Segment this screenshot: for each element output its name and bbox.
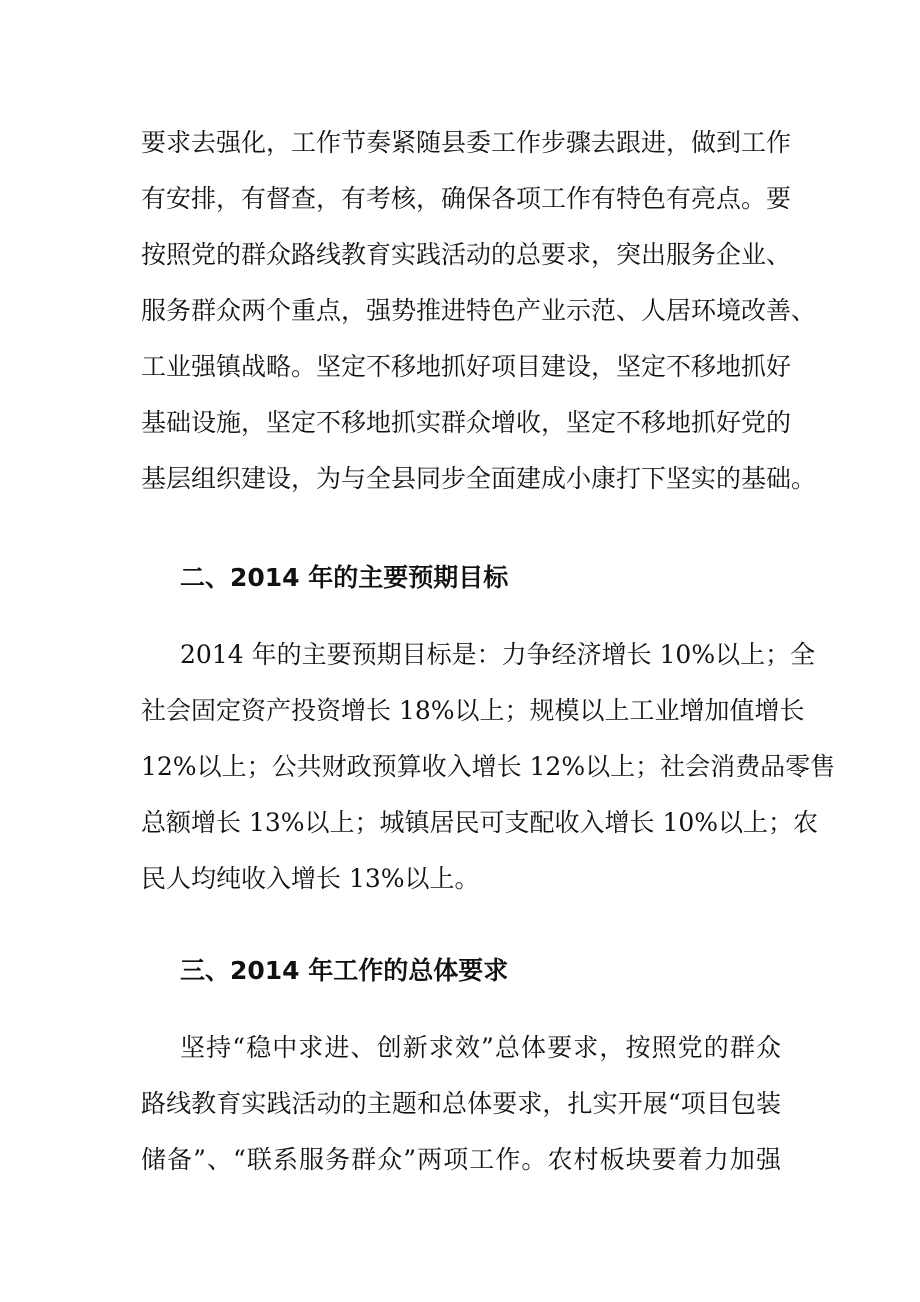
paragraph-line: 要求去强化，工作节奏紧随县委工作步骤去跟进，做到工作	[141, 128, 792, 157]
paragraph-line: 基础设施，坚定不移地抓实群众增收，坚定不移地抓好党的	[141, 408, 792, 437]
paragraph-line: 总额增长 13%以上；城镇居民可支配收入增长 10%以上；农	[141, 808, 819, 837]
paragraph-line: 服务群众两个重点，强势推进特色产业示范、人居环境改善、	[141, 296, 817, 325]
paragraph-line: 储备”、“联系服务群众”两项工作。农村板块要着力加强	[141, 1145, 781, 1174]
paragraph-line: 2014 年的主要预期目标是：力争经济增长 10%以上；全	[180, 640, 816, 669]
section-heading: 二、2014 年的主要预期目标	[180, 563, 509, 592]
paragraph-line: 坚持“稳中求进、创新求效”总体要求，按照党的群众	[180, 1033, 781, 1062]
paragraph-line: 按照党的群众路线教育实践活动的总要求，突出服务企业、	[141, 240, 792, 269]
paragraph-line: 工业强镇战略。坚定不移地抓好项目建设，坚定不移地抓好	[141, 352, 792, 381]
paragraph-line: 社会固定资产投资增长 18%以上；规模以上工业增加值增长	[141, 696, 805, 725]
paragraph-line: 路线教育实践活动的主题和总体要求，扎实开展“项目包装	[141, 1089, 781, 1118]
section-heading: 三、2014 年工作的总体要求	[180, 956, 509, 985]
paragraph-line: 民人均纯收入增长 13%以上。	[141, 864, 480, 893]
paragraph-line: 12%以上；公共财政预算收入增长 12%以上；社会消费品零售	[141, 752, 836, 781]
paragraph-line: 有安排，有督查，有考核，确保各项工作有特色有亮点。要	[141, 184, 792, 213]
paragraph-line: 基层组织建设，为与全县同步全面建成小康打下坚实的基础。	[141, 464, 817, 493]
